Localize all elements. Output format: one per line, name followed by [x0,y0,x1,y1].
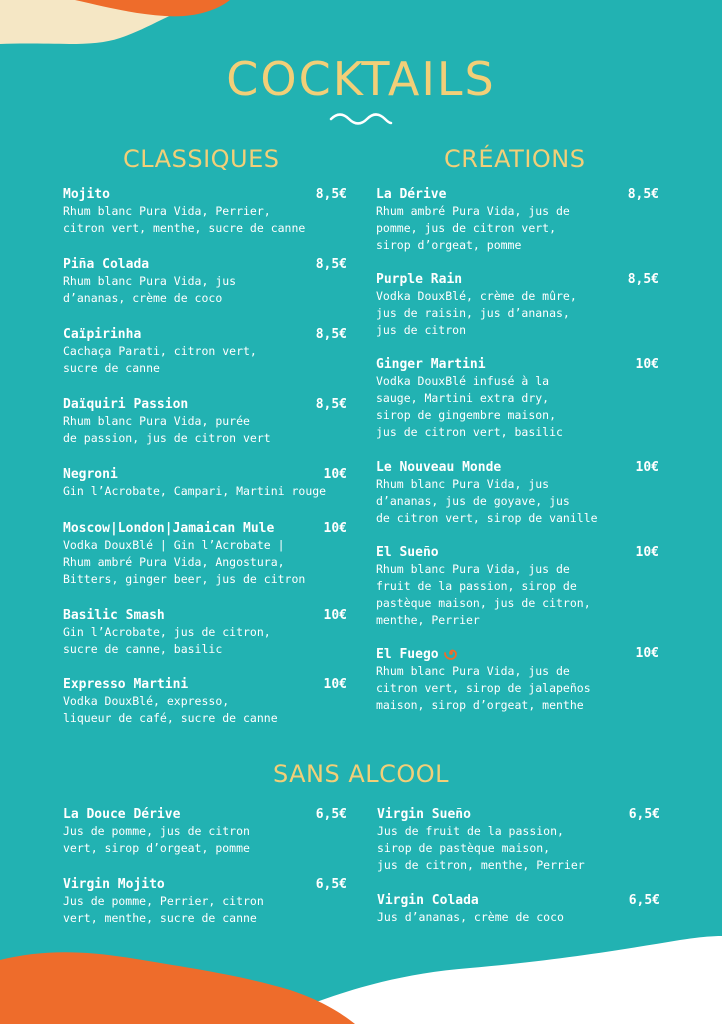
item-description: Cachaça Parati, citron vert, sucre de canne [63,344,257,375]
item-name: Caïpirinha [63,327,142,342]
menu-item [376,645,659,714]
spicy-swirl-icon [443,645,459,661]
item-name: Virgin Mojito [63,877,165,892]
item-price: 10€ [323,677,347,692]
item-name: Expresso Martini [63,677,189,692]
item-price: 8,5€ [315,257,347,272]
item-price: 10€ [323,608,347,623]
menu-item [376,186,659,254]
menu-item [376,271,659,339]
menu-item [376,544,659,629]
item-name: El Fuego [376,647,439,662]
item-description: Rhum blanc Pura Vida, jus d’ananas, jus de goyave, jus de citron vert, sirop de vanille [376,477,598,525]
item-name: Piña Colada [63,257,150,272]
menu-item [63,326,347,377]
item-description: Rhum blanc Pura Vida, jus de fruit de la passion, sirop de pastèque maison, jus de citron, menthe, Perrier [376,562,591,627]
item-name: Negroni [63,467,118,482]
item-name: El Sueño [376,545,439,560]
item-description: Vodka DouxBlé | Gin l’Acrobate | Rhum ambré Pura Vida, Angostura, Bitters, ginger beer, jus de citron [63,538,306,586]
item-price: 8,5€ [315,187,347,202]
item-price: 8,5€ [315,327,347,342]
item-price: 8,5€ [315,397,347,412]
item-price: 10€ [635,357,659,372]
item-description: Jus d’ananas, crème de coco [377,910,564,924]
item-price: 10€ [323,521,347,536]
item-description: Gin l’Acrobate, Campari, Martini rouge [63,484,327,498]
item-name: Mojito [63,187,110,202]
item-name: Basilic Smash [63,608,165,623]
item-name: Virgin Colada [377,893,479,908]
classiques-heading: CLASSIQUES [123,145,280,173]
menu-item [63,607,347,658]
creations-heading: CRÉATIONS [444,145,586,173]
menu-item [63,676,347,727]
item-description: Rhum blanc Pura Vida, purée de passion, jus de citron vert [63,414,271,445]
item-description: Vodka DouxBlé, expresso, liqueur de café, sucre de canne [63,694,278,725]
item-description: Jus de fruit de la passion, sirop de pastèque maison, jus de citron, menthe, Perrier [377,824,585,872]
item-description: Jus de pomme, Perrier, citron vert, menthe, sucre de canne [63,894,264,925]
item-name: Le Nouveau Monde [376,460,502,475]
menu-item [63,256,347,307]
item-name: Ginger Martini [376,357,486,372]
item-description: Vodka DouxBlé, crème de mûre, jus de raisin, jus d’ananas, jus de citron [376,289,577,337]
menu-item [63,396,347,447]
item-description: Gin l’Acrobate, jus de citron, sucre de canne, basilic [63,625,271,656]
menu-item [63,876,347,927]
item-name: Purple Rain [376,272,463,287]
wave-divider-icon [329,112,393,126]
item-price: 8,5€ [627,272,659,287]
item-description: Jus de pomme, jus de citron vert, sirop d’orgeat, pomme [63,824,250,855]
menu-item [376,459,659,527]
sans-alcool-heading: SANS ALCOOL [272,760,450,788]
menu-item [377,806,660,874]
item-price: 10€ [323,467,347,482]
item-price: 10€ [635,545,659,560]
item-name: La Dérive [376,187,447,202]
item-price: 6,5€ [315,807,347,822]
item-price: 6,5€ [628,893,660,908]
item-name: Daïquiri Passion [63,397,189,412]
bottom-orange-wave [0,952,355,1024]
item-name: Moscow|London|Jamaican Mule [63,521,275,536]
item-description: Rhum blanc Pura Vida, jus d’ananas, crème de coco [63,274,237,305]
item-price: 10€ [635,460,659,475]
item-price: 10€ [635,646,659,661]
menu-item [63,466,347,500]
menu-item [63,806,347,857]
menu-item [63,186,347,237]
item-description: Rhum ambré Pura Vida, jus de pomme, jus de citron vert, sirop d’orgeat, pomme [376,204,570,252]
item-price: 6,5€ [315,877,347,892]
menu-item [377,892,660,926]
item-description: Rhum blanc Pura Vida, Perrier, citron vert, menthe, sucre de canne [63,204,306,235]
item-name: La Douce Dérive [63,807,181,822]
item-description: Rhum blanc Pura Vida, jus de citron vert, sirop de jalapeños maison, sirop d’orgeat, menthe [376,664,591,712]
menu-item [376,356,659,441]
item-price: 8,5€ [627,187,659,202]
item-description: Vodka DouxBlé infusé à la sauge, Martini extra dry, sirop de gingembre maison, jus de citron vert, basilic [376,374,563,439]
page-title: COCKTAILS [226,52,496,106]
menu-item [63,520,347,588]
item-name: Virgin Sueño [377,807,471,822]
item-price: 6,5€ [628,807,660,822]
